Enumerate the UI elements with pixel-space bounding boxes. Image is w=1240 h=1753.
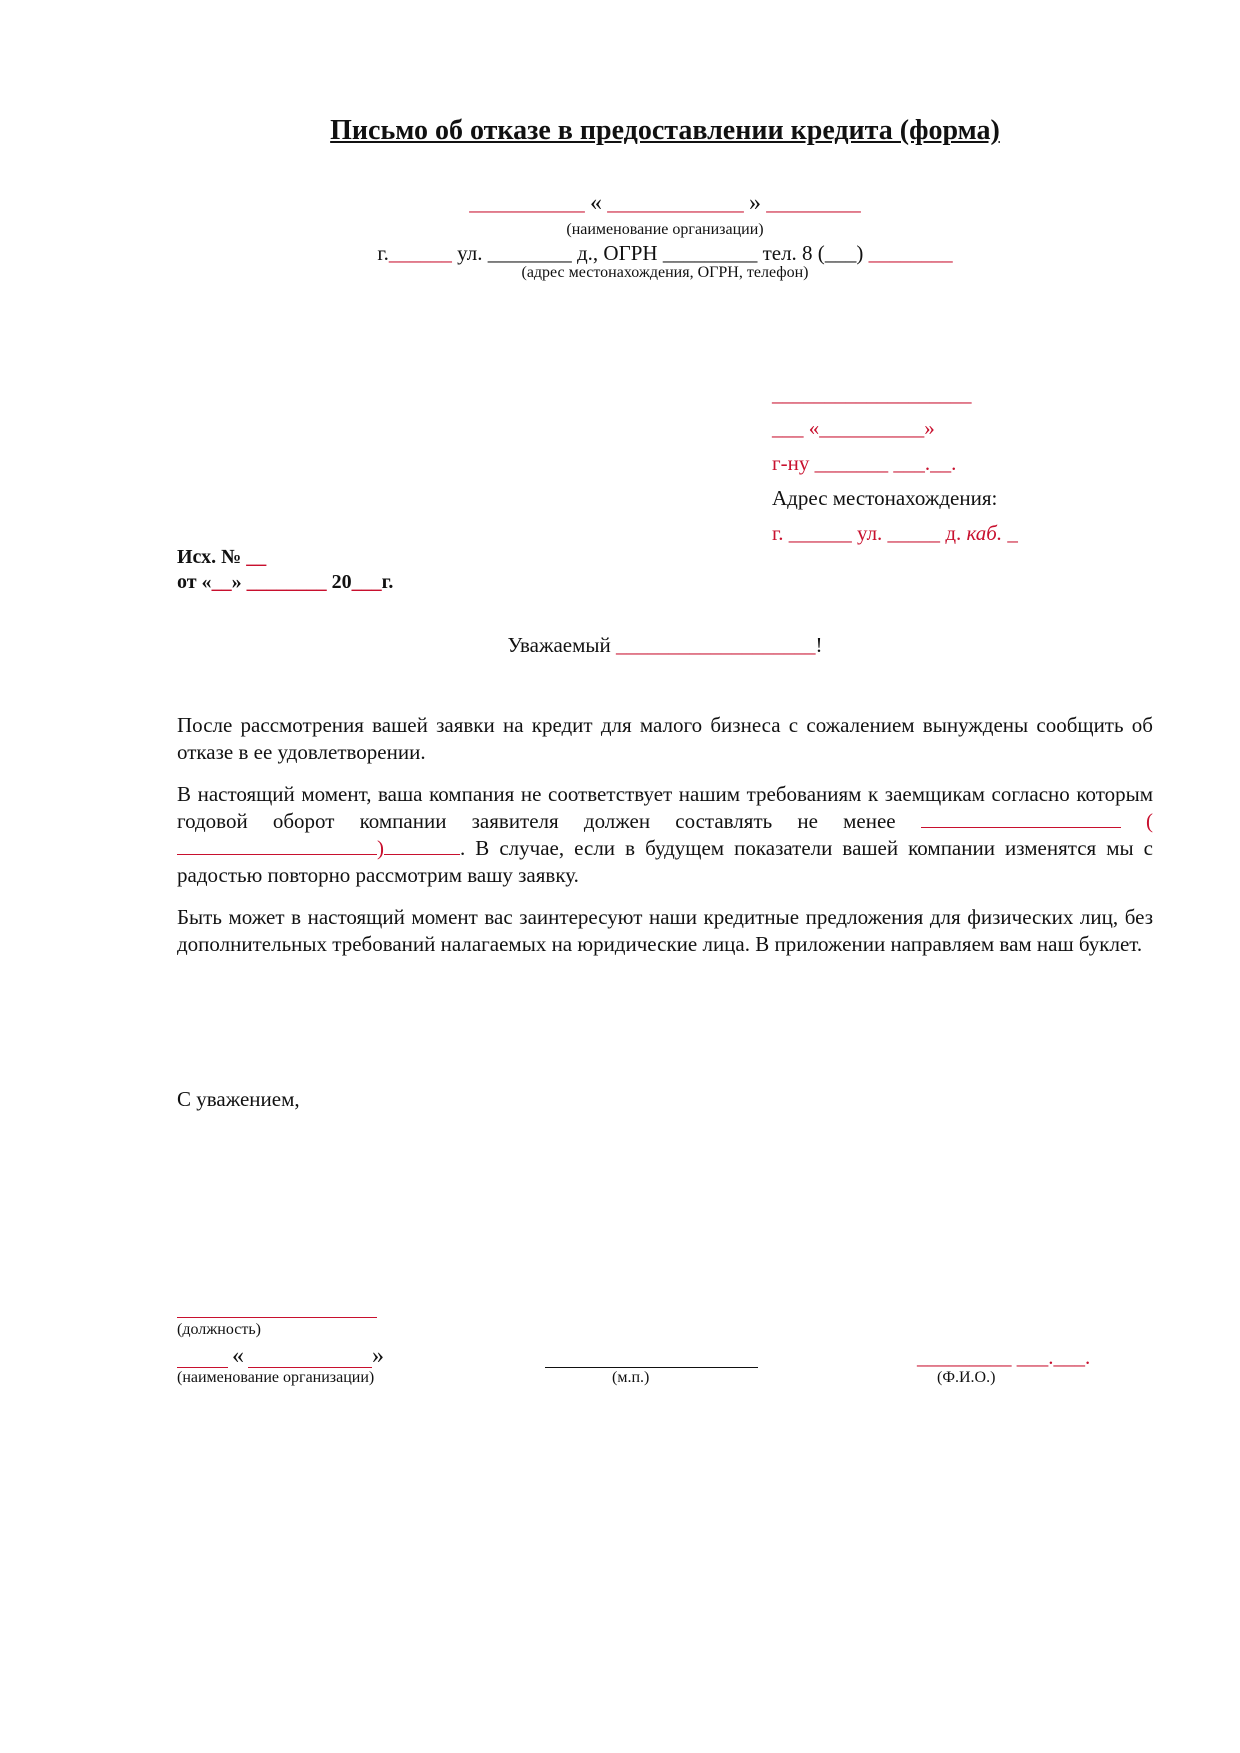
outgoing-date	[177, 571, 393, 594]
sig-org-close-quote: »	[372, 1343, 384, 1369]
recipient-office-blank: _	[1007, 521, 1018, 545]
date-year-prefix: 20	[331, 571, 352, 593]
date-month-blank: ________	[246, 571, 327, 593]
org-name-line	[0, 190, 1240, 217]
org-close-quote: »	[749, 190, 761, 216]
recipient-office: каб.	[966, 521, 1003, 545]
org-address-line	[0, 241, 1240, 266]
recipient-line-1: ___________________	[772, 382, 972, 406]
fio-caption: (Ф.И.О.)	[937, 1369, 996, 1386]
city-blank: ______	[388, 241, 452, 265]
stamp-signature-line	[545, 1367, 758, 1368]
body-paragraph-2	[177, 781, 1153, 889]
org-blank-pre: ___________	[469, 191, 585, 215]
position-caption: (должность)	[177, 1321, 261, 1338]
ogrn-blank: _________	[662, 241, 758, 265]
outgoing-number-label: Исх. №	[177, 546, 242, 568]
house-label: д.	[576, 241, 593, 265]
turnover-currency-blank	[384, 854, 460, 855]
document-title: Письмо об отказе в предоставлении кредита (форма)	[330, 115, 1000, 146]
letter-body	[177, 712, 1153, 973]
greeting-name-blank: ___________________	[616, 633, 816, 657]
recipient-address-label: Адрес местонахождения:	[772, 486, 998, 510]
date-quote-close: »	[231, 571, 242, 593]
date-year-blank: ___	[351, 571, 382, 593]
outgoing-number-blank: __	[246, 546, 267, 568]
street-blank: ________	[487, 241, 572, 265]
recipient-city: г. ______	[772, 521, 852, 545]
phone-blank: ________	[868, 241, 953, 265]
sig-org-blank-pre	[177, 1367, 228, 1368]
greeting-suffix: !	[815, 633, 823, 657]
org-name-caption: (наименование организации)	[566, 221, 764, 238]
sig-org-open-quote: «	[232, 1343, 244, 1369]
turnover-words-blank	[177, 854, 377, 855]
outgoing-number	[177, 546, 266, 569]
date-day-blank: __	[211, 571, 232, 593]
recipient-street: ул. _____	[857, 521, 941, 545]
street-label: ул.	[457, 241, 483, 265]
greeting-prefix: Уважаемый	[507, 633, 611, 657]
org-blank-mid: _____________	[607, 191, 744, 215]
closing-regards: С уважением,	[177, 1087, 300, 1111]
org-open-quote: «	[590, 190, 602, 216]
org-blank-post: _________	[766, 191, 861, 215]
phone-code-blank: ___	[824, 241, 857, 265]
turnover-blank	[921, 827, 1121, 828]
position-blank	[177, 1317, 377, 1318]
recipient-address-line	[772, 521, 1018, 546]
sig-org-blank-mid	[248, 1367, 372, 1368]
phone-close: )	[856, 241, 864, 265]
ogrn-label: , ОГРН	[592, 241, 658, 265]
p2-start: В настоящий момент, ваша компания не соответствует нашим требованиям к заемщикам согласно которым годовой оборот компании заявителя должен составлять не менее	[177, 782, 1153, 833]
p2-end: . В случае, если в будущем показатели вашей компании изменятся мы с радостью повторно рассмотрим вашу заявку.	[177, 836, 1153, 887]
date-suffix: г.	[381, 571, 394, 593]
turnover-words-close: )	[377, 836, 384, 860]
fio-blank: _________ ___.___.	[917, 1345, 1091, 1369]
sig-org-caption: (наименование организации)	[177, 1369, 375, 1386]
city-label: г.	[377, 241, 389, 265]
greeting	[0, 633, 1240, 658]
recipient-line-3: г-ну _______ ___.__.	[772, 451, 957, 475]
body-paragraph-1: После рассмотрения вашей заявки на кредит для малого бизнеса с сожалением вынуждены сообщить об отказе в ее удовлетворении.	[177, 713, 1153, 764]
org-address-caption: (адрес местонахождения, ОГРН, телефон)	[521, 264, 809, 281]
phone-label: тел. 8 (	[762, 241, 825, 265]
recipient-line-2: ___ «__________»	[772, 416, 935, 440]
date-prefix: от «	[177, 571, 212, 593]
stamp-caption: (м.п.)	[612, 1369, 650, 1386]
recipient-house: д.	[945, 521, 962, 545]
turnover-words-open: (	[1146, 809, 1153, 833]
body-paragraph-3: Быть может в настоящий момент вас заинтересуют наши кредитные предложения для физических лиц, без дополнительных требований налагаемых на юридические лица. В приложении направляем вам наш буклет.	[177, 905, 1153, 956]
